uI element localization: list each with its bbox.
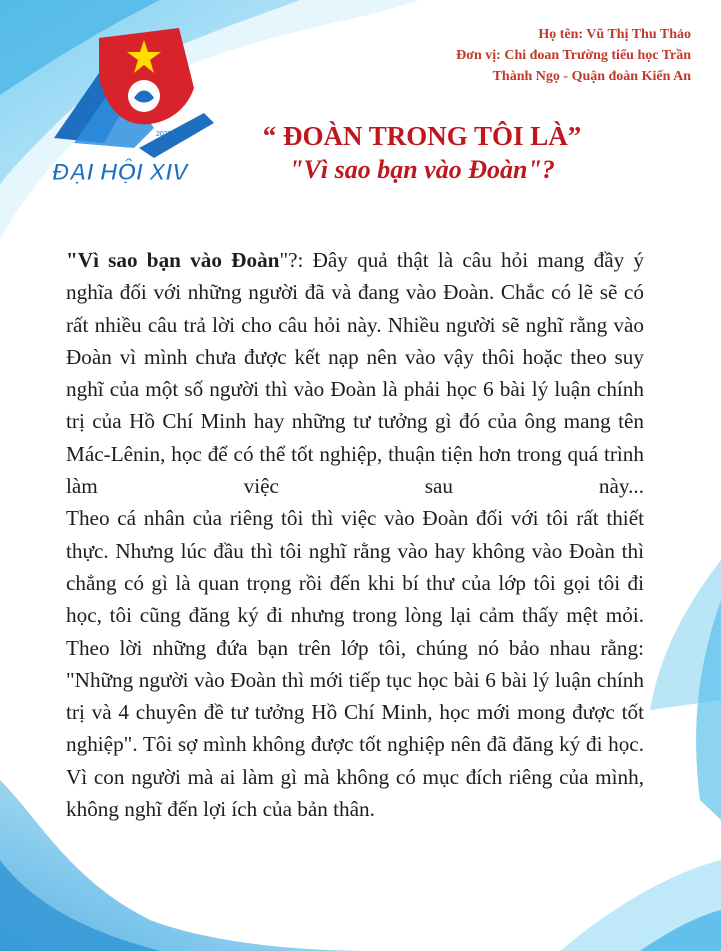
logo-text: ĐẠI HỘI XIV xyxy=(52,159,189,186)
article-body xyxy=(66,244,644,825)
paragraph-1-text: "?: Đây quả thật là câu hỏi mang đầy ý nghĩa đối với những người đã và đang vào Đoàn. Chắc có lẽ sẽ có rất nhiều câu trả lời cho câu hỏi này. Nhiều người sẽ nghĩ rằng vào Đoàn vì mình chưa được kết nạp nên vào vậy thôi hoặc theo suy nghĩ của một số người thì vào Đoàn là phải học 6 bài lý luận chính trị của Hồ Chí Minh hay những tư tưởng gì đó của ông mang tên Mác-Lênin, học để có thể tốt nghiệp, thuận tiện hơn trong quá trình làm việc sau này... xyxy=(66,248,644,499)
author-info xyxy=(311,24,691,87)
logo-years: 2022 - 2027 xyxy=(156,131,194,138)
author-unit-line1: Đơn vị: Chi đoan Trường tiểu học Trần xyxy=(456,48,691,63)
paragraph-2: Theo cá nhân của riêng tôi thì việc vào Đoàn đối với tôi rất thiết thực. Nhưng lúc đầu thì tôi nghĩ rằng vào hay không vào Đoàn thì chẳng có gì là quan trọng rồi đến khi bí thư của lớp tôi gọi tôi đi học, tôi cũng đăng ký đi nhưng trong lòng lại cảm thấy mệt mỏi. Theo lời những đứa bạn trên lớp tôi, chúng nó bảo nhau rằng: "Những người vào Đoàn thì mới tiếp tục học bài 6 bài lý luận chính trị và 4 chuyên đề tư tưởng Hồ Chí Minh, học mới mong được tốt nghiệp". Tôi sợ mình không được tốt nghiệp nên đã đăng ký đi học. Vì con người mà ai làm gì mà không có mục đích riêng của mình, không nghĩ đến lợi ích của bản thân. xyxy=(66,506,644,822)
paragraph-1 xyxy=(66,244,644,502)
page-title: “ ĐOÀN TRONG TÔI LÀ” xyxy=(262,121,582,151)
author-name: Họ tên: Vũ Thị Thu Thảo xyxy=(538,27,691,42)
page-subtitle: "Vì sao bạn vào Đoàn"? xyxy=(289,155,555,184)
youth-union-congress-logo xyxy=(44,18,224,193)
author-unit-line2: Thành Ngọ - Quận đoàn Kiến An xyxy=(492,69,691,84)
paragraph-1-lead: "Vì sao bạn vào Đoàn xyxy=(66,248,280,272)
